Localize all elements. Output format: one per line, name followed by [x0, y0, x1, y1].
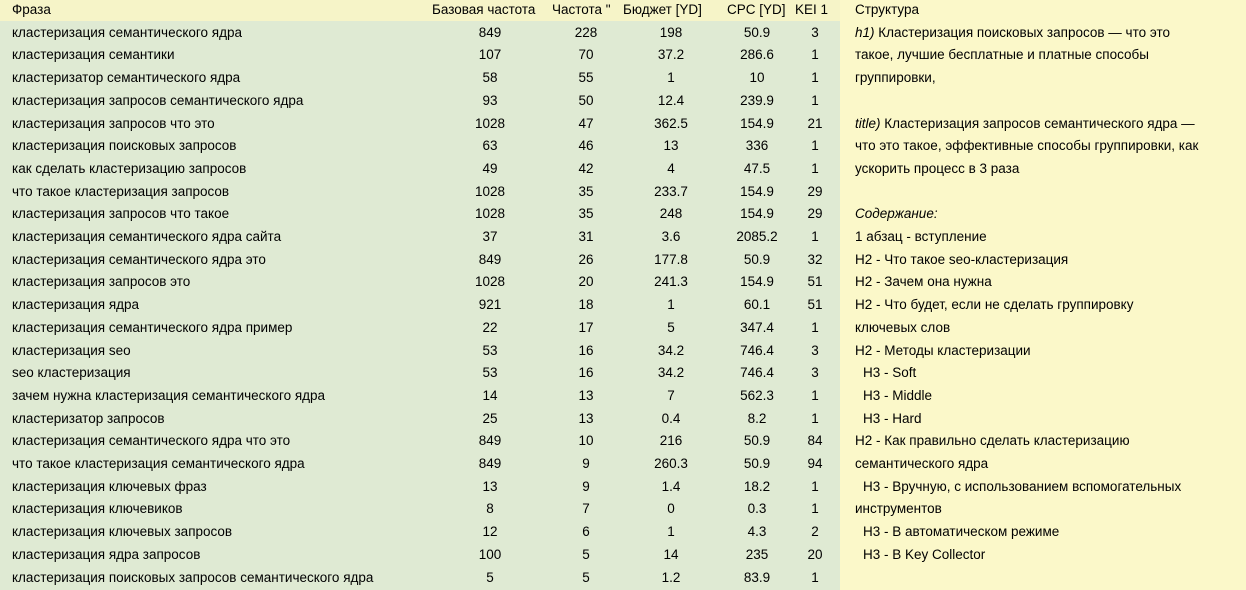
cell-frequency[interactable]: 9: [582, 478, 590, 494]
table-row: [0, 476, 840, 499]
cell-base-frequency[interactable]: 1028: [474, 183, 506, 199]
table-row: [0, 498, 840, 521]
cell-base-frequency[interactable]: 921: [478, 297, 502, 313]
cell-cpc[interactable]: 50.9: [743, 433, 771, 449]
cell-frequency[interactable]: 47: [578, 115, 594, 131]
cell-base-frequency[interactable]: 14: [482, 387, 498, 403]
cell-frequency[interactable]: 13: [578, 387, 594, 403]
cell-frequency[interactable]: 16: [578, 365, 594, 381]
cell-kei[interactable]: 1: [811, 478, 819, 494]
h1-line-1[interactable]: [855, 22, 1170, 45]
cell-budget[interactable]: 1: [667, 297, 675, 313]
cell-phrase[interactable]: кластеризация запросов что это: [12, 115, 215, 131]
cell-phrase[interactable]: кластеризация поисковых запросов семантического ядра: [12, 569, 374, 585]
table-row: [0, 408, 840, 431]
table-row: [0, 67, 840, 90]
cell-budget[interactable]: 1.2: [661, 569, 681, 585]
cell-phrase[interactable]: кластеризация ядра запросов: [12, 546, 201, 562]
cell-kei[interactable]: 2: [811, 524, 819, 540]
cell-frequency[interactable]: 42: [578, 160, 594, 176]
cell-base-frequency[interactable]: 58: [482, 70, 498, 86]
cell-phrase[interactable]: кластеризация запросов это: [12, 274, 191, 290]
cell-frequency[interactable]: 9: [582, 456, 590, 471]
header-row: [0, 0, 840, 22]
cell-budget[interactable]: 7: [667, 387, 675, 403]
cell-kei[interactable]: 1: [811, 229, 819, 244]
contents-label[interactable]: Содержание:: [855, 206, 938, 222]
table-row: [0, 544, 840, 567]
cell-base-frequency[interactable]: 5: [486, 569, 494, 585]
cell-base-frequency[interactable]: 37: [482, 229, 498, 244]
cell-phrase[interactable]: кластеризация семантического ядра это: [12, 251, 266, 267]
cell-phrase[interactable]: что такое кластеризация семантического ядра: [12, 456, 305, 471]
cell-cpc[interactable]: 50.9: [743, 251, 771, 267]
contents-item[interactable]: H2 - Методы кластеризации: [855, 342, 1031, 358]
cell-cpc[interactable]: 562.3: [740, 387, 774, 403]
cell-frequency[interactable]: 7: [582, 501, 590, 517]
cell-frequency[interactable]: 70: [578, 47, 594, 63]
cell-base-frequency[interactable]: 93: [482, 92, 498, 108]
cell-frequency[interactable]: 46: [578, 138, 594, 154]
table-row: [0, 203, 840, 226]
cell-frequency[interactable]: 55: [578, 70, 594, 86]
cell-budget[interactable]: 1: [667, 70, 675, 86]
cell-cpc[interactable]: 239.9: [740, 92, 774, 108]
cell-base-frequency[interactable]: 25: [482, 410, 498, 426]
cell-base-frequency[interactable]: 1028: [474, 274, 506, 290]
cell-frequency[interactable]: 5: [582, 546, 590, 562]
cell-phrase[interactable]: кластеризация ядра: [12, 297, 140, 313]
contents-item[interactable]: 1 абзац - вступление: [855, 229, 987, 244]
cell-cpc[interactable]: 50.9: [743, 456, 771, 471]
cell-budget[interactable]: 1.4: [661, 478, 681, 494]
table-row: [0, 294, 840, 317]
cell-budget[interactable]: 13: [663, 138, 679, 154]
cell-budget[interactable]: 177.8: [654, 251, 688, 267]
cell-base-frequency[interactable]: 49: [482, 160, 498, 176]
cell-frequency[interactable]: 18: [578, 297, 594, 313]
h1-text-1: Кластеризация поисковых запросов — что это: [874, 24, 1170, 40]
title-text-1: Кластеризация запросов семантического ядра —: [880, 115, 1195, 131]
title-prefix: title): [855, 115, 881, 131]
cell-budget[interactable]: 3.6: [661, 229, 681, 244]
cell-kei[interactable]: 3: [811, 24, 819, 40]
cell-kei[interactable]: 20: [807, 546, 823, 562]
table-row: [0, 385, 840, 408]
table-row: [0, 521, 840, 544]
cell-base-frequency[interactable]: 107: [478, 47, 502, 63]
cell-phrase[interactable]: кластеризация поисковых запросов: [12, 138, 237, 154]
cell-base-frequency[interactable]: 849: [478, 251, 502, 267]
cell-cpc[interactable]: 154.9: [740, 183, 774, 199]
cell-kei[interactable]: 3: [811, 365, 819, 381]
header-budget[interactable]: Бюджет [YD]: [623, 2, 702, 17]
cell-budget[interactable]: 34.2: [657, 342, 685, 358]
table-row: [0, 158, 840, 181]
cell-budget[interactable]: 37.2: [657, 47, 685, 63]
cell-phrase[interactable]: кластеризатор семантического ядра: [12, 70, 241, 86]
cell-frequency[interactable]: 26: [578, 251, 594, 267]
cell-base-frequency[interactable]: 849: [478, 433, 502, 449]
contents-item[interactable]: семантического ядра: [855, 456, 989, 471]
cell-phrase[interactable]: кластеризация семантического ядра сайта: [12, 229, 282, 244]
cell-phrase[interactable]: кластеризация ключевых фраз: [12, 478, 207, 494]
cell-frequency[interactable]: 6: [582, 524, 590, 540]
cell-cpc[interactable]: 746.4: [740, 365, 774, 381]
table-row: [0, 90, 840, 113]
table-row: [0, 453, 840, 476]
cell-cpc[interactable]: 10: [749, 70, 765, 86]
cell-kei[interactable]: 51: [807, 274, 823, 290]
contents-item[interactable]: H2 - Как правильно сделать кластеризацию: [855, 433, 1130, 449]
title-line-2[interactable]: что это такое, эффективные способы группировки, как: [855, 138, 1199, 154]
table-row: [0, 226, 840, 249]
cell-cpc[interactable]: 746.4: [740, 342, 774, 358]
cell-frequency[interactable]: 35: [578, 206, 594, 222]
cell-base-frequency[interactable]: 1028: [474, 115, 506, 131]
cell-kei[interactable]: 29: [807, 206, 823, 222]
contents-item[interactable]: H3 - Вручную, с использованием вспомогательных: [863, 478, 1182, 494]
cell-budget[interactable]: 1: [667, 524, 675, 540]
cell-phrase[interactable]: что такое кластеризация запросов: [12, 183, 230, 199]
cell-base-frequency[interactable]: 22: [482, 319, 498, 335]
header-frequency[interactable]: Частота ": [552, 2, 611, 17]
cell-budget[interactable]: 260.3: [654, 456, 688, 471]
cell-base-frequency[interactable]: 849: [478, 24, 502, 40]
h1-line-3[interactable]: группировки,: [855, 70, 936, 86]
cell-cpc[interactable]: 286.6: [740, 47, 774, 63]
header-cpc[interactable]: CPC [YD]: [727, 2, 786, 17]
cell-frequency[interactable]: 50: [578, 92, 594, 108]
cell-cpc[interactable]: 4.3: [747, 524, 767, 540]
cell-kei[interactable]: 1: [811, 70, 819, 86]
cell-kei[interactable]: 1: [811, 319, 819, 335]
cell-base-frequency[interactable]: 53: [482, 365, 498, 381]
contents-item[interactable]: H2 - Что такое seo-кластеризация: [855, 251, 1069, 267]
cell-frequency[interactable]: 13: [578, 410, 594, 426]
cell-phrase[interactable]: зачем нужна кластеризация семантического ядра: [12, 387, 326, 403]
cell-budget[interactable]: 34.2: [657, 365, 685, 381]
cell-cpc[interactable]: 154.9: [740, 206, 774, 222]
cell-cpc[interactable]: 60.1: [743, 297, 771, 313]
cell-cpc[interactable]: 2085.2: [736, 229, 778, 244]
cell-kei[interactable]: 1: [811, 92, 819, 108]
cell-frequency[interactable]: 17: [578, 319, 594, 335]
cell-budget[interactable]: 0: [667, 501, 675, 517]
table-row: [0, 271, 840, 294]
cell-budget[interactable]: 0.4: [661, 410, 681, 426]
structure-panel: [840, 0, 1246, 590]
cell-phrase[interactable]: seo кластеризация: [12, 365, 131, 381]
cell-frequency[interactable]: 5: [582, 569, 590, 585]
cell-base-frequency[interactable]: 13: [482, 478, 498, 494]
table-row: [0, 113, 840, 136]
cell-frequency[interactable]: 228: [574, 24, 598, 40]
cell-frequency[interactable]: 16: [578, 342, 594, 358]
cell-kei[interactable]: 1: [811, 138, 819, 154]
cell-cpc[interactable]: 347.4: [740, 319, 774, 335]
cell-frequency[interactable]: 10: [578, 433, 594, 449]
cell-phrase[interactable]: кластеризация seo: [12, 342, 131, 358]
table-row: [0, 135, 840, 158]
cell-kei[interactable]: 1: [811, 387, 819, 403]
cell-cpc[interactable]: 50.9: [743, 24, 771, 40]
table-row: [0, 181, 840, 204]
cell-base-frequency[interactable]: 100: [478, 546, 502, 562]
cell-phrase[interactable]: кластеризация ключевиков: [12, 501, 183, 517]
h1-line-2[interactable]: такое, лучшие бесплатные и платные способы: [855, 47, 1149, 63]
cell-kei[interactable]: 1: [811, 47, 819, 63]
cell-base-frequency[interactable]: 53: [482, 342, 498, 358]
cell-base-frequency[interactable]: 63: [482, 138, 498, 154]
cell-phrase[interactable]: кластеризация запросов что такое: [12, 206, 230, 222]
cell-kei[interactable]: 84: [807, 433, 823, 449]
cell-budget[interactable]: 4: [667, 160, 675, 176]
cell-kei[interactable]: 1: [811, 569, 819, 585]
cell-budget[interactable]: 362.5: [654, 115, 688, 131]
cell-cpc[interactable]: 0.3: [747, 501, 767, 517]
cell-phrase[interactable]: кластеризация семантического ядра: [12, 24, 242, 40]
cell-kei[interactable]: 1: [811, 160, 819, 176]
cell-budget[interactable]: 241.3: [654, 274, 688, 290]
structure-header[interactable]: Структура: [855, 2, 920, 17]
contents-item[interactable]: H2 - Зачем она нужна: [855, 274, 992, 290]
table-row: [0, 340, 840, 363]
contents-item[interactable]: H3 - Middle: [863, 387, 933, 403]
cell-cpc[interactable]: 47.5: [743, 160, 771, 176]
cell-budget[interactable]: 248: [659, 206, 683, 222]
cell-base-frequency[interactable]: 12: [482, 524, 498, 540]
contents-item[interactable]: ключевых слов: [855, 319, 951, 335]
cell-frequency[interactable]: 35: [578, 183, 594, 199]
cell-kei[interactable]: 94: [807, 456, 823, 471]
cell-cpc[interactable]: 336: [745, 138, 769, 154]
table-row: [0, 22, 840, 45]
contents-item[interactable]: H2 - Что будет, если не сделать группировку: [855, 297, 1134, 313]
cell-frequency[interactable]: 31: [578, 229, 594, 244]
cell-budget[interactable]: 5: [667, 319, 675, 335]
cell-kei[interactable]: 1: [811, 501, 819, 517]
contents-item[interactable]: H3 - В автоматическом режиме: [863, 524, 1060, 540]
cell-cpc[interactable]: 154.9: [740, 115, 774, 131]
cell-kei[interactable]: 3: [811, 342, 819, 358]
table-row: [0, 44, 840, 67]
header-phrase[interactable]: Фраза: [12, 2, 51, 17]
cell-budget[interactable]: 233.7: [654, 183, 688, 199]
cell-phrase[interactable]: кластеризация ключевых запросов: [12, 524, 233, 540]
cell-budget[interactable]: 198: [659, 24, 683, 40]
table-row: [0, 249, 840, 272]
contents-item[interactable]: H3 - Soft: [863, 365, 917, 381]
cell-cpc[interactable]: 235: [745, 546, 769, 562]
cell-kei[interactable]: 1: [811, 410, 819, 426]
table-row: [0, 430, 840, 453]
cell-cpc[interactable]: 8.2: [747, 410, 767, 426]
cell-base-frequency[interactable]: 8: [486, 501, 494, 517]
cell-kei[interactable]: 32: [807, 251, 823, 267]
cell-cpc[interactable]: 154.9: [740, 274, 774, 290]
cell-frequency[interactable]: 20: [578, 274, 594, 290]
cell-phrase[interactable]: кластеризатор запросов: [12, 410, 165, 426]
cell-base-frequency[interactable]: 1028: [474, 206, 506, 222]
table-row: [0, 317, 840, 340]
h1-prefix: h1): [855, 24, 875, 40]
cell-budget[interactable]: 12.4: [657, 92, 685, 108]
cell-cpc[interactable]: 83.9: [743, 569, 771, 585]
table-row: [0, 567, 840, 590]
cell-budget[interactable]: 14: [663, 546, 679, 562]
contents-item[interactable]: H3 - В Key Collector: [863, 546, 986, 562]
contents-item[interactable]: инструментов: [855, 501, 942, 517]
cell-budget[interactable]: 216: [659, 433, 683, 449]
cell-phrase[interactable]: кластеризация семантического ядра что это: [12, 433, 291, 449]
cell-phrase[interactable]: кластеризация семантики: [12, 47, 175, 63]
cell-base-frequency[interactable]: 849: [478, 456, 502, 471]
header-kei[interactable]: KEI 1: [795, 2, 829, 17]
cell-kei[interactable]: 29: [807, 183, 823, 199]
contents-item[interactable]: H3 - Hard: [863, 410, 922, 426]
cell-cpc[interactable]: 18.2: [743, 478, 771, 494]
table-row: [0, 362, 840, 385]
cell-phrase[interactable]: как сделать кластеризацию запросов: [12, 160, 247, 176]
title-line-1[interactable]: [855, 113, 1195, 136]
title-line-3[interactable]: ускорить процесс в 3 раза: [855, 160, 1020, 176]
cell-kei[interactable]: 21: [807, 115, 823, 131]
cell-phrase[interactable]: кластеризация семантического ядра пример: [12, 319, 293, 335]
cell-phrase[interactable]: кластеризация запросов семантического ядра: [12, 92, 304, 108]
header-base-frequency[interactable]: Базовая частота: [432, 2, 536, 17]
cell-kei[interactable]: 51: [807, 297, 823, 313]
